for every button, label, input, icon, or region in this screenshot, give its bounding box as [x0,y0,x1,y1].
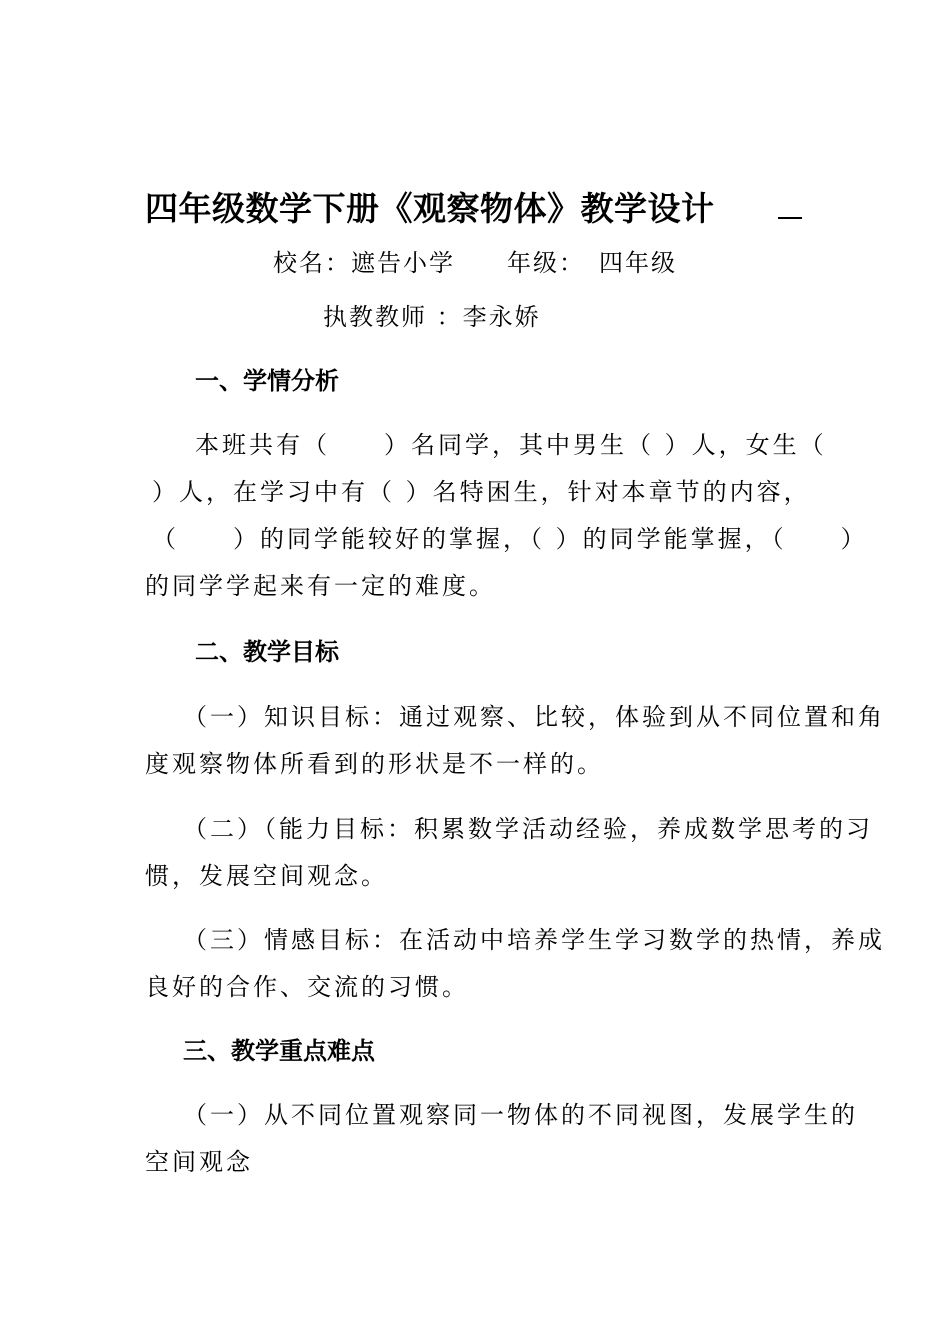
school-grade-line: 校名：遮告小学 年级： 四年级 [273,249,677,277]
goal-line: 良好的合作、交流的习惯。 [145,973,469,1001]
title-underline [778,217,802,219]
teacher-line: 执教教师 ：李永娇 [323,303,541,331]
paragraph-line: 的同学学起来有一定的难度。 [145,572,496,600]
section-heading-learning-analysis: 一、学情分析 [195,367,339,395]
section-heading-teaching-goals: 二、教学目标 [195,638,339,666]
key-point-line: 空间观念 [145,1148,253,1176]
goal-line: 惯，发展空间观念。 [145,862,388,890]
paragraph-line: ）人，在学习中有（ ）名特困生，针对本章节的内容， [152,478,811,506]
goal-line: （三）情感目标：在活动中培养学生学习数学的热情，养成 [183,926,885,954]
paragraph-line: （ ）的同学能较好的掌握，（ ）的同学能掌握，（ ） [152,525,868,553]
section-heading-key-points: 三、教学重点难点 [183,1037,375,1065]
goal-line: （一）知识目标：通过观察、比较，体验到从不同位置和角 [183,703,885,731]
paragraph-line: 本班共有（ ）名同学，其中男生（ ）人，女生（ [195,431,827,459]
key-point-line: （一）从不同位置观察同一物体的不同视图，发展学生的 [183,1101,858,1129]
goal-line: （二）（能力目标：积累数学活动经验，养成数学思考的习 [183,815,873,843]
document-title: 四年级数学下册《观察物体》教学设计 [145,189,715,228]
goal-line: 度观察物体所看到的形状是不一样的。 [145,750,604,778]
